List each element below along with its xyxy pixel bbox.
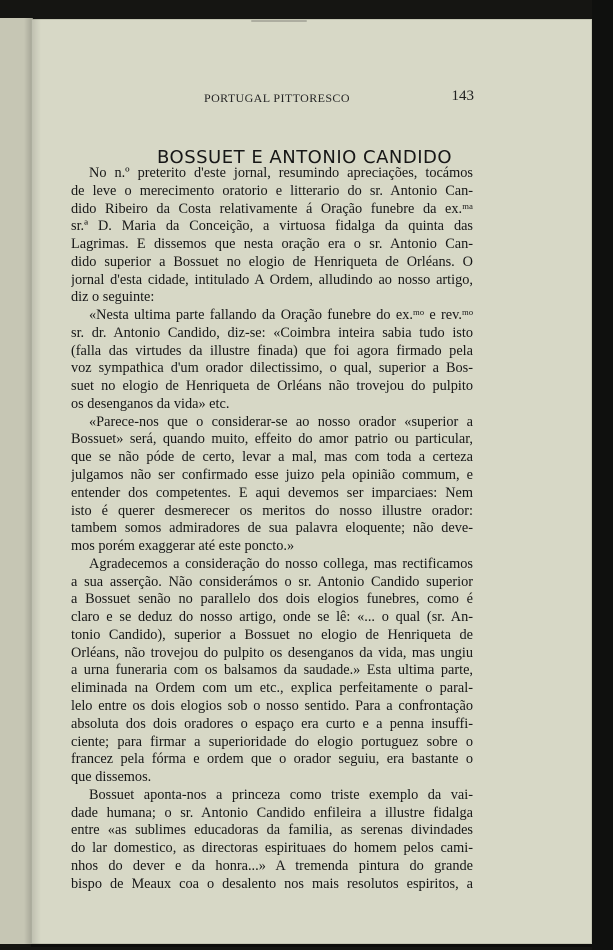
text-line: eliminada na Ordem com um etc., explica perfeitamente o paral- <box>71 680 473 697</box>
text-line: voz sympathica d'um orador dilectissimo, o qual, superior a Bos- <box>71 360 473 377</box>
text-line: tonio Candido), superior a Bossuet no elogio de Henriqueta de <box>71 626 473 643</box>
text-line: ciente; para firmar a superioridade do elogio portuguez sobre o <box>71 733 473 750</box>
text-line: entre «as sublimes educadoras da familia, as serenas divindades <box>71 822 473 839</box>
text-line: entender dos competentes. E aqui devemos ser imparciaes: Nem <box>71 484 473 501</box>
text-line: francez pela fórma e ordem que o orador seguiu, era bastante o <box>71 751 473 768</box>
text-line: os desenganos da vida» etc. <box>71 395 230 412</box>
text-line: mos porém exaggerar até este poncto.» <box>71 538 295 555</box>
text-line: Bossuet aponta-nos a princeza como triste exemplo da vai- <box>89 786 473 803</box>
text-line: Agradecemos a consideração do nosso collega, mas rectificamos <box>89 555 473 572</box>
paragraph-5 <box>71 787 473 894</box>
text-line: que dissemos. <box>71 769 152 786</box>
text-line: «Parece-nos que o considerar-se ao nosso orador «superior a <box>89 413 473 430</box>
text-line: dido Ribeiro da Costa relativamente á Oração funebre da ex.ᵐᵃ <box>71 200 473 217</box>
page-bottom-edge <box>31 944 592 947</box>
text-line: dade humana; o sr. Antonio Candido enfileira a illustre fidalga <box>71 804 473 821</box>
page-gutter-shadow <box>31 19 41 944</box>
text-line: suet no elogio de Henriqueta de Orléans não trovejou do pulpito <box>71 378 473 395</box>
paragraph-1 <box>71 165 473 307</box>
text-line: Lagrimas. E dissemos que nesta oração era o sr. Antonio Can- <box>71 236 473 253</box>
text-line: No n.º preterito d'este jornal, resumindo apreciações, tocámos <box>89 165 473 181</box>
text-line: a urna funeraria com os balsamos da saudade.» Esta ultima parte, <box>71 662 473 679</box>
text-line: Orléans, não trovejou do pulpito os desenganos da vida, mas ungiu <box>71 644 473 661</box>
text-line: dido superior a Bossuet no elogio de Henriqueta de Orléans. O <box>71 253 473 270</box>
article-body <box>71 165 473 893</box>
text-line: lelo entre os dois elogios sob o nosso sentido. Para a confrontação <box>71 697 473 714</box>
text-line: a Bossuet senão no parallelo dos dois elogios funebres, como é <box>71 591 473 608</box>
left-page-edge <box>0 18 33 944</box>
paragraph-3 <box>71 414 473 556</box>
running-head: PORTUGAL PITTORESCO <box>204 91 350 105</box>
text-line: Bossuet» será, quando muito, effeito do amor patrio ou particular, <box>71 431 473 448</box>
text-line: do lar domestico, as directoras espirituaes do homem pelos cami- <box>71 840 473 857</box>
text-line: nhos do dever e da honra...» A tremenda pintura do grande <box>71 857 473 874</box>
article-title: BOSSUET E ANTONIO CANDIDO <box>157 147 453 169</box>
text-line: (falla das virtudes da illustre finada) que foi agora firmado pela <box>71 342 473 359</box>
paragraph-4 <box>71 556 473 787</box>
text-line: sr.ª D. Maria da Conceição, a virtuosa fidalga da quinta das <box>71 218 473 235</box>
text-line: a sua asserção. Não considerámos o sr. Antonio Candido superior <box>71 573 473 590</box>
text-line: de leve o merecimento oratorio e litterario do sr. Antonio Can- <box>71 182 473 199</box>
text-line: claro e se deduz do nosso artigo, onde se lê: «... o qual (sr. An- <box>71 609 473 626</box>
text-line: isto é querer desmerecer os meritos do nosso illustre orador: <box>71 502 473 519</box>
text-line: diz o seguinte: <box>71 289 155 306</box>
text-line: que se não póde de certo, levar a mal, mas com toda a certeza <box>71 449 473 466</box>
page-number: 143 <box>451 88 474 104</box>
text-line: «Nesta ultima parte fallando da Oração funebre do ex.ᵐᵒ e rev.ᵐᵒ <box>89 307 473 324</box>
text-line: bispo de Meaux coa o desalento nos mais resolutos espiritos, a <box>71 875 473 892</box>
text-line: sr. dr. Antonio Candido, diz-se: «Coimbra inteira sabia tudo isto <box>71 324 473 341</box>
paragraph-2 <box>71 307 473 414</box>
right-background <box>592 0 613 950</box>
top-rule <box>251 20 307 22</box>
text-line: absoluta dos dois oradores o espaço era curto e a penna insuffi- <box>71 715 473 732</box>
book-page <box>31 19 592 944</box>
text-line: julgamos não ser confirmado esse juizo pela opinião commum, e <box>71 467 473 484</box>
text-line: jornal d'esta cidade, intitulado A Ordem, alludindo ao nosso artigo, <box>71 271 473 288</box>
text-line: tambem somos admiradores de sua palavra eloquente; não deve- <box>71 520 473 537</box>
